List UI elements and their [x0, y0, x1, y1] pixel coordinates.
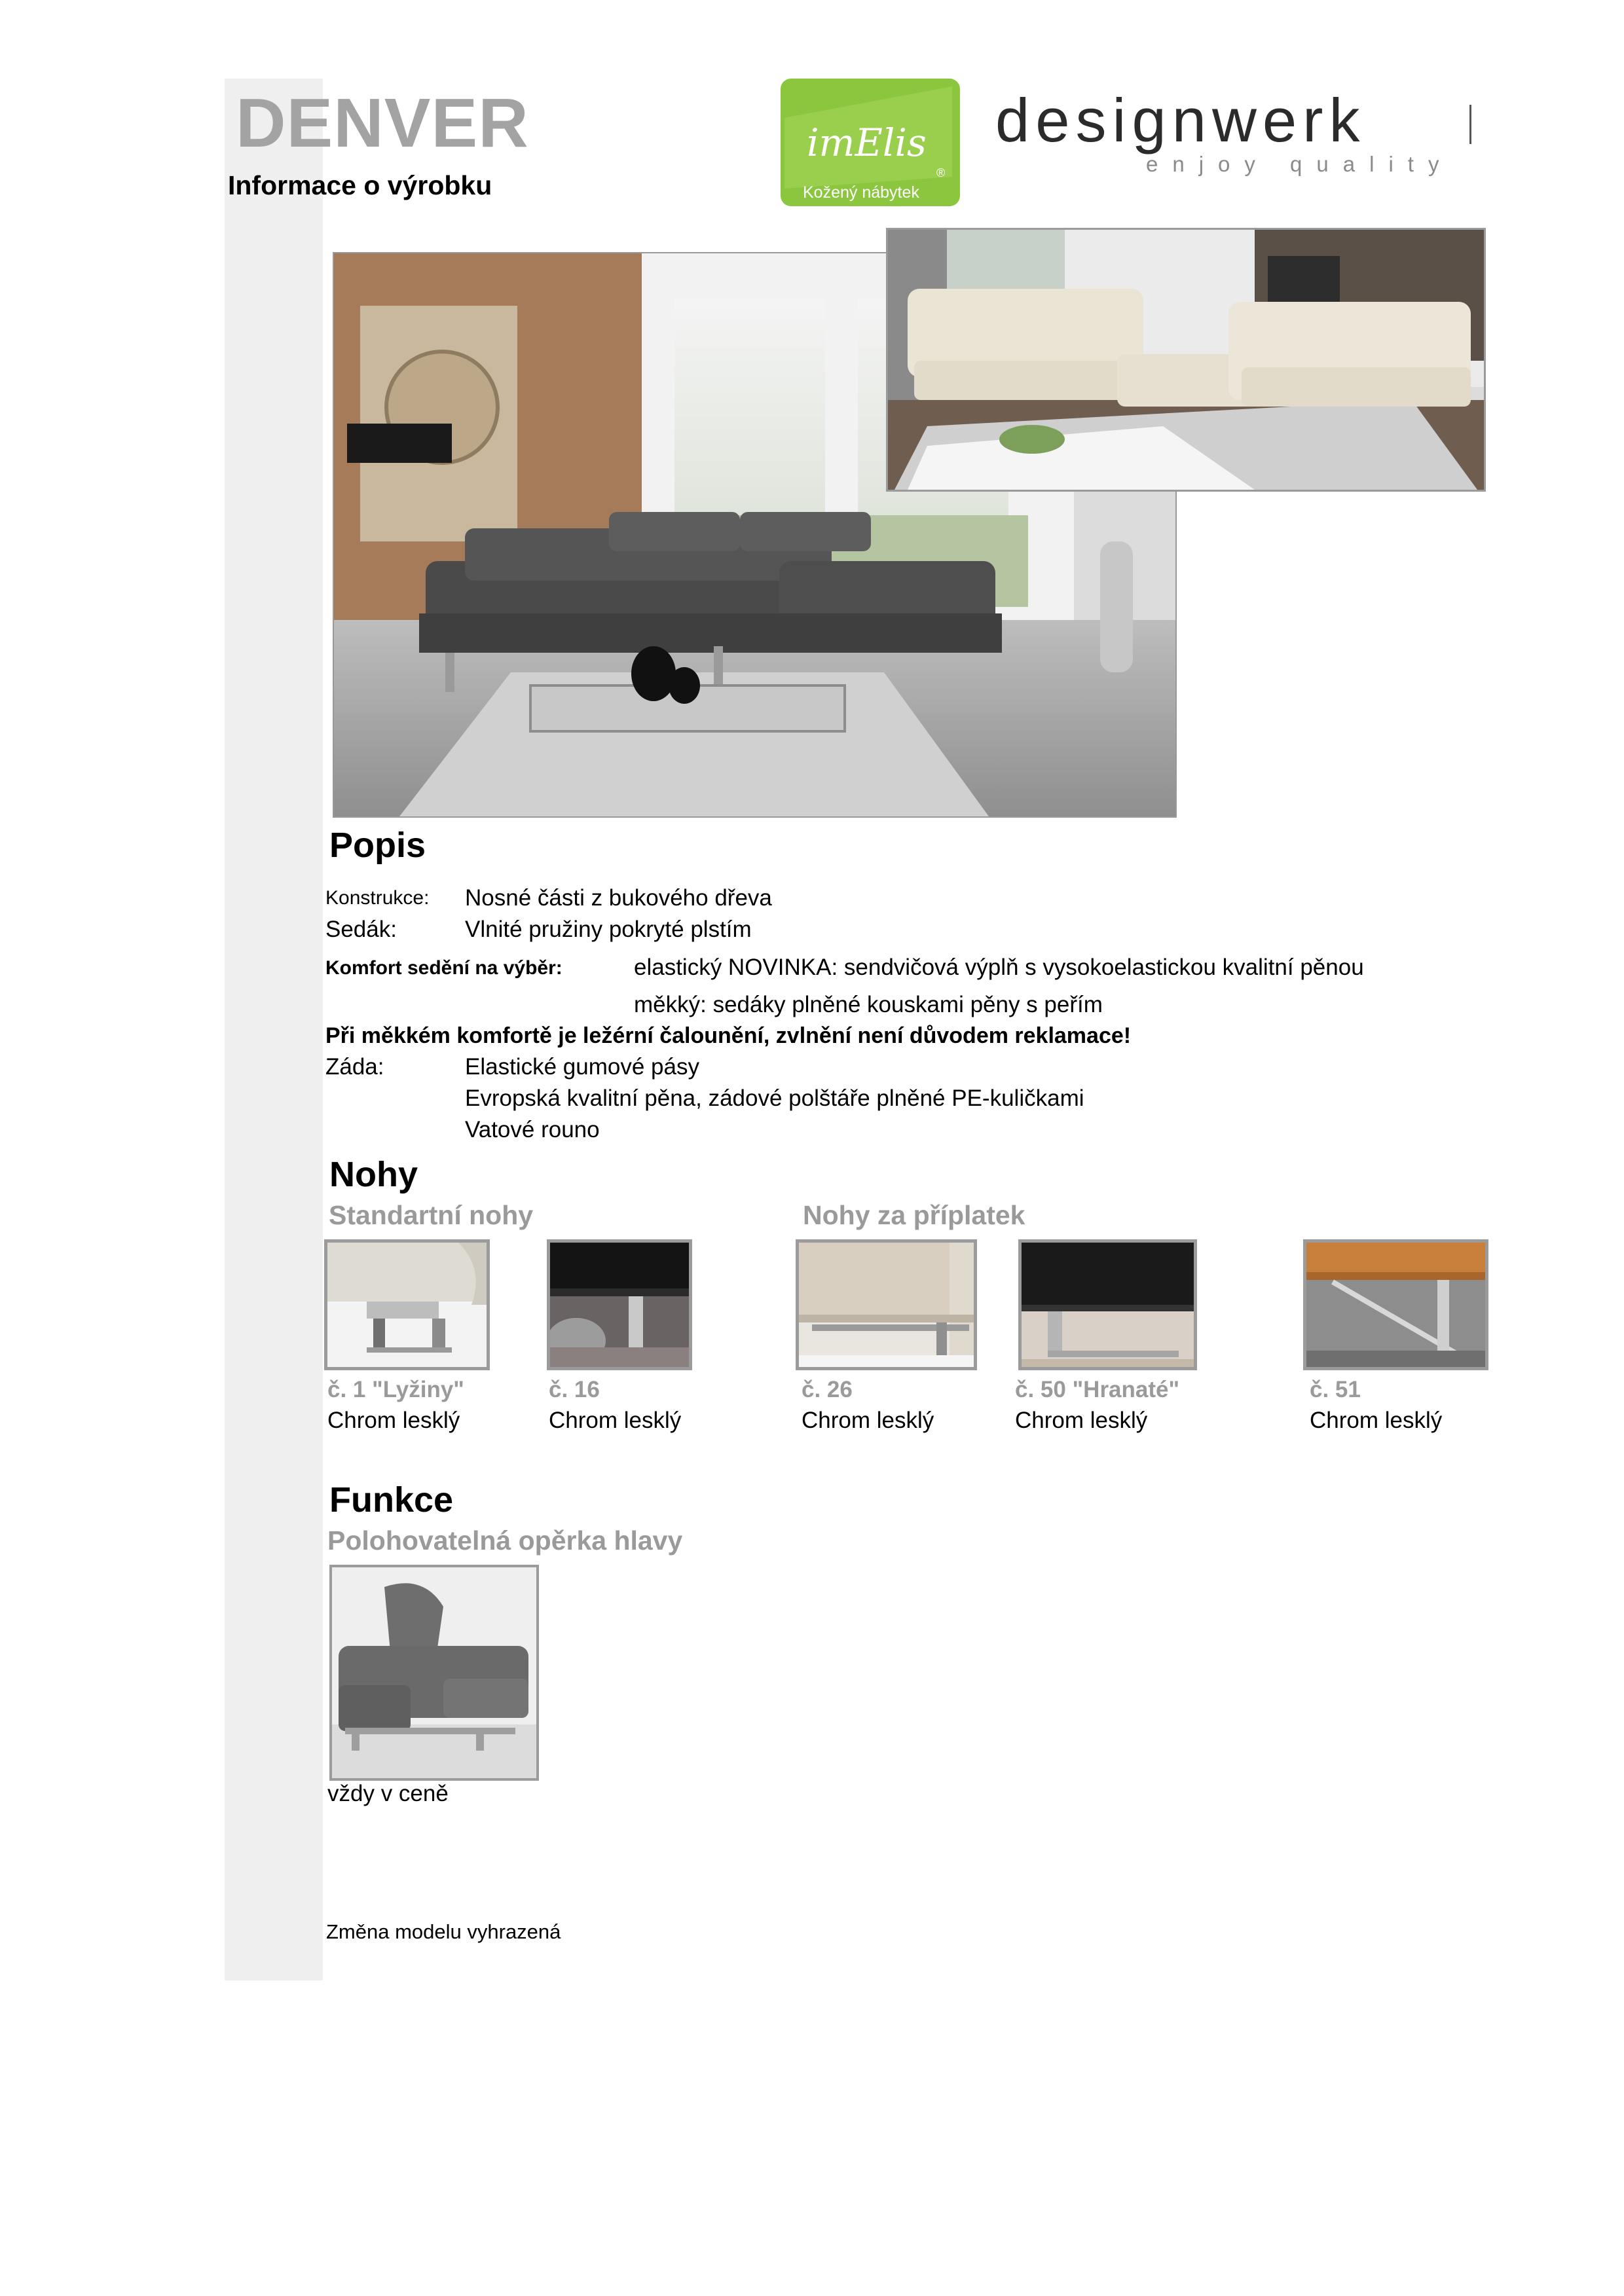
komfort-label: Komfort sedění na výběr: — [325, 957, 563, 979]
sedak-value: Vlnité pružiny pokryté plstím — [465, 917, 752, 942]
popis-heading: Popis — [329, 826, 426, 865]
leg-4-name: č. 50 "Hranaté" — [1015, 1377, 1180, 1402]
leg-3-finish: Chrom lesklý — [802, 1408, 934, 1433]
leg-1-name: č. 1 "Lyžiny" — [327, 1377, 464, 1402]
footer-note: Změna modelu vyhrazená — [326, 1920, 561, 1943]
inset-product-photo — [886, 228, 1486, 492]
designwerk-logo-tagline: enjoy quality — [1146, 152, 1454, 176]
svg-text:®: ® — [936, 166, 946, 179]
zada-label: Záda: — [325, 1054, 384, 1080]
svg-text:imElis: imElis — [807, 120, 927, 165]
leg-2-name: č. 16 — [549, 1377, 600, 1402]
designwerk-logo-name: designwerk — [995, 86, 1366, 155]
konstrukce-label: Konstrukce: — [325, 887, 430, 909]
page-subtitle: Informace o výrobku — [228, 170, 492, 200]
zada-value-3: Vatové rouno — [465, 1117, 600, 1142]
sedak-label: Sedák: — [325, 917, 397, 942]
leg-2-image — [547, 1239, 692, 1370]
leg-3-image — [796, 1239, 977, 1370]
funkce-note: vždy v ceně — [327, 1781, 449, 1806]
funkce-subheading: Polohovatelná opěrka hlavy — [327, 1525, 683, 1556]
leg-1-image — [324, 1239, 490, 1370]
designwerk-logo — [995, 85, 1480, 200]
komfort-value-elastic: elastický NOVINKA: sendvičová výplň s vysokoelastickou kvalitní pěnou — [634, 955, 1364, 980]
konstrukce-value: Nosné části z bukového dřeva — [465, 885, 772, 911]
surcharge-legs-heading: Nohy za příplatek — [803, 1200, 1025, 1230]
nohy-heading: Nohy — [329, 1155, 418, 1194]
leg-2-finish: Chrom lesklý — [549, 1408, 682, 1433]
imelis-logo — [781, 79, 960, 206]
page-title: DENVER — [236, 84, 529, 162]
funkce-heading: Funkce — [329, 1480, 454, 1520]
designwerk-logo-divider — [1469, 105, 1471, 144]
leg-1-finish: Chrom lesklý — [327, 1408, 460, 1433]
standard-legs-heading: Standartní nohy — [329, 1200, 534, 1230]
svg-text:Kožený nábytek: Kožený nábytek — [803, 183, 919, 202]
leg-4-finish: Chrom lesklý — [1015, 1408, 1148, 1433]
zada-value-1: Elastické gumové pásy — [465, 1054, 699, 1080]
leg-5-finish: Chrom lesklý — [1310, 1408, 1443, 1433]
leg-5-name: č. 51 — [1310, 1377, 1361, 1402]
komfort-value-soft: měkký: sedáky plněné kouskami pěny s peřím — [634, 992, 1103, 1017]
side-band — [225, 79, 323, 1980]
leg-3-name: č. 26 — [802, 1377, 853, 1402]
warning-note: Při měkkém komfortě je ležérní čalounění, zvlnění není důvodem reklamace! — [325, 1023, 1132, 1048]
leg-5-image — [1303, 1239, 1488, 1370]
headrest-photo — [329, 1565, 539, 1781]
zada-value-2: Evropská kvalitní pěna, zádové polštáře plněné PE-kuličkami — [465, 1085, 1084, 1111]
leg-4-image — [1018, 1239, 1197, 1370]
